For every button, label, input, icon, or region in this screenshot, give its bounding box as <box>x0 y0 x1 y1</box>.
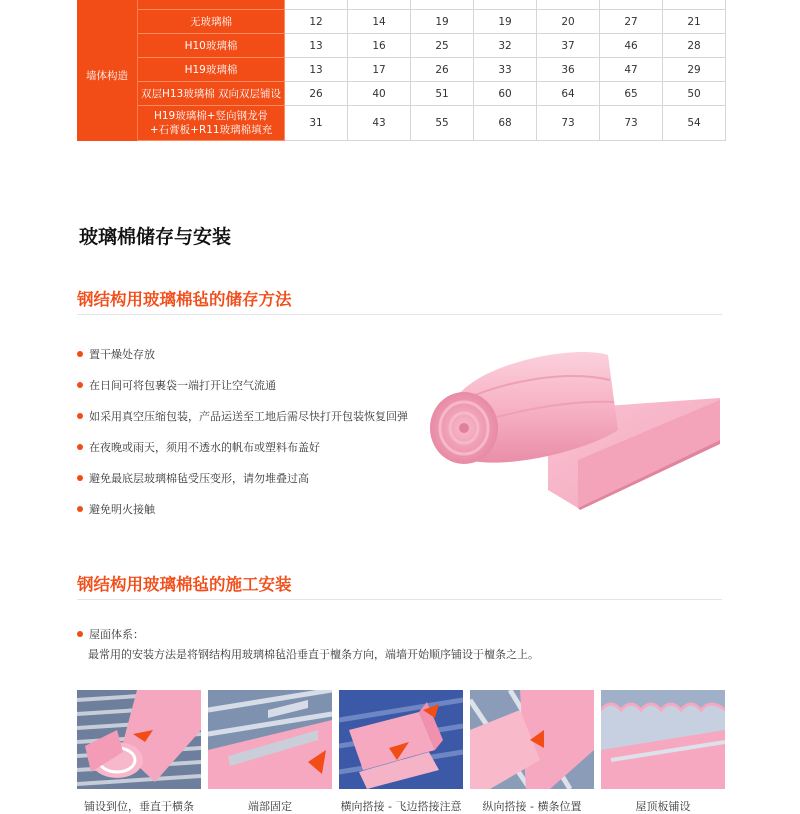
row-label: 无玻璃棉 <box>138 10 285 34</box>
table-cell: 19 <box>411 10 474 34</box>
row-label-line: H19玻璃棉+竖向钢龙骨 <box>153 110 269 122</box>
row-label <box>138 106 285 141</box>
step-caption: 纵向搭接 - 横条位置 <box>482 800 582 813</box>
table-cell: 68 <box>474 106 537 141</box>
row-label-line: +石膏板+R11玻璃棉填充 <box>149 124 273 136</box>
table-cell: 17 <box>348 58 411 82</box>
table-cell: 19 <box>474 10 537 34</box>
table-cell: 51 <box>411 82 474 106</box>
table-row <box>77 82 726 106</box>
table-cell: 29 <box>663 58 726 82</box>
table-cell: 55 <box>411 106 474 141</box>
table-cell: 31 <box>285 106 348 141</box>
longitudinal-overlap-image <box>470 690 594 789</box>
roll-placement-image <box>77 690 201 789</box>
table-cell: 27 <box>600 10 663 34</box>
insulation-spec-table <box>77 0 726 141</box>
table-cell: 50 <box>663 82 726 106</box>
transverse-overlap-image <box>339 690 463 789</box>
table-cell: 37 <box>537 34 600 58</box>
row-label: H19玻璃棉 <box>138 58 285 82</box>
step-caption: 横向搭接 - 飞边搭接注意 <box>340 800 462 813</box>
step-caption: 端部固定 <box>248 800 292 813</box>
table-cell: 73 <box>600 106 663 141</box>
table-cell: 32 <box>474 34 537 58</box>
bullet-dot-icon <box>77 444 83 450</box>
table-cell: 60 <box>474 82 537 106</box>
install-step <box>470 690 594 813</box>
list-item <box>77 369 408 400</box>
bullet-text: 避免最底层玻璃棉毡受压变形，请勿堆叠过高 <box>89 471 309 485</box>
install-step <box>77 690 201 813</box>
table-cell: 65 <box>600 82 663 106</box>
table-row <box>77 58 726 82</box>
table-cell: 46 <box>600 34 663 58</box>
bullet-text: 在日间可将包裹袋一端打开让空气流通 <box>89 378 276 392</box>
bullet-text: 如采用真空压缩包装，产品运送至工地后需尽快打开包装恢复回弹 <box>89 409 408 423</box>
page-title: 玻璃棉储存与安装 <box>79 226 232 248</box>
table-cell: 21 <box>663 10 726 34</box>
install-step <box>208 690 332 813</box>
table-row <box>77 106 726 141</box>
section-divider <box>77 314 722 315</box>
install-section-title: 钢结构用玻璃棉毡的施工安装 <box>77 575 292 594</box>
table-cell: 33 <box>474 58 537 82</box>
install-description: 最常用的安装方法是将钢结构用玻璃棉毡沿垂直于檀条方向，端墙开始顺序铺设于檀条之上。 <box>88 648 539 661</box>
table-cell: 14 <box>348 10 411 34</box>
table-cell: 13 <box>285 58 348 82</box>
section-divider <box>77 599 722 600</box>
insulation-roll-image <box>428 340 724 510</box>
row-label: 双层H13玻璃棉 双向双层铺设 <box>138 82 285 106</box>
table-cell: 13 <box>285 34 348 58</box>
bullet-dot-icon <box>77 413 83 419</box>
step-caption: 铺设到位，垂直于横条 <box>84 800 194 813</box>
table-cell: 64 <box>537 82 600 106</box>
table-cell: 28 <box>663 34 726 58</box>
table-cell: 26 <box>411 58 474 82</box>
bullet-dot-icon <box>77 475 83 481</box>
table-row <box>77 10 726 34</box>
group-label: 墙体构造 <box>77 10 138 141</box>
bullet-text: 置干燥处存放 <box>89 347 155 361</box>
bullet-dot-icon <box>77 506 83 512</box>
roof-panel-laying-image <box>601 690 725 789</box>
table-cell: 25 <box>411 34 474 58</box>
table-cell: 40 <box>348 82 411 106</box>
storage-section-title: 钢结构用玻璃棉毡的储存方法 <box>77 290 292 309</box>
table-cell: 12 <box>285 10 348 34</box>
table-cell: 26 <box>285 82 348 106</box>
list-item <box>77 493 408 524</box>
roof-system-label-text: 屋面体系： <box>89 628 144 641</box>
list-item <box>77 431 408 462</box>
table-cell: 16 <box>348 34 411 58</box>
bullet-text: 避免明火接触 <box>89 502 155 516</box>
bullet-text: 在夜晚或雨天，须用不透水的帆布或塑料布盖好 <box>89 440 320 454</box>
end-fixing-image <box>208 690 332 789</box>
row-label: H10玻璃棉 <box>138 34 285 58</box>
list-item <box>77 462 408 493</box>
install-step <box>339 690 463 813</box>
table-cell: 73 <box>537 106 600 141</box>
table-cell: 47 <box>600 58 663 82</box>
bullet-dot-icon <box>77 351 83 357</box>
roof-system-label <box>77 626 144 642</box>
table-cell: 36 <box>537 58 600 82</box>
bullet-dot-icon <box>77 631 83 637</box>
table-row <box>77 0 726 10</box>
install-step <box>601 690 725 813</box>
table-cell: 20 <box>537 10 600 34</box>
table-cell: 43 <box>348 106 411 141</box>
table-cell: 54 <box>663 106 726 141</box>
storage-bullet-list <box>77 338 408 524</box>
list-item <box>77 338 408 369</box>
table-row <box>77 34 726 58</box>
bullet-dot-icon <box>77 382 83 388</box>
step-caption: 屋顶板铺设 <box>635 800 691 813</box>
list-item <box>77 400 408 431</box>
